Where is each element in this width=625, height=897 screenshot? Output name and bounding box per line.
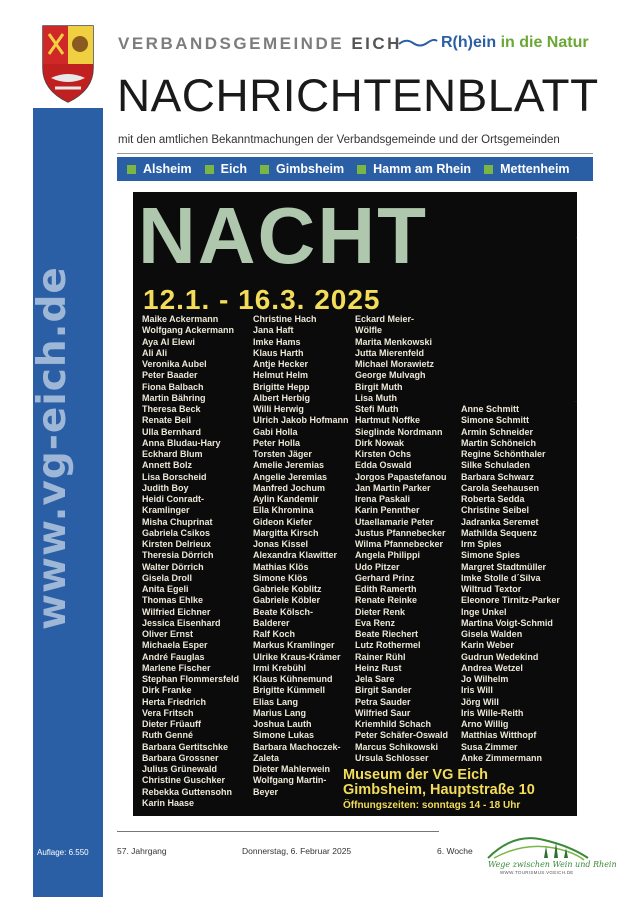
attendee-name: Karin Haase — [142, 797, 195, 808]
square-bullet-icon — [127, 165, 136, 174]
attendee-name: Karin Pennther — [355, 505, 420, 516]
attendee-name: Mathias Klös — [253, 561, 309, 572]
attendee-name: Dieter Renk — [355, 606, 406, 617]
attendee-name: Veronika Aubel — [142, 359, 207, 369]
attendee-name: Torsten Jäger — [253, 449, 312, 459]
event-poster — [133, 192, 577, 816]
attendee-name: Karin Weber — [461, 640, 514, 651]
attendee-name: Iris Wille-Reith — [461, 707, 524, 718]
attendee-name: George Mulvagh — [355, 370, 426, 381]
attendee-name: Gabriela Csikos — [142, 527, 211, 538]
attendee-name: Gideon Kiefer — [253, 516, 313, 527]
attendee-name: Irmi Krebühl — [253, 662, 307, 673]
attendee-name: Gudrun Wedekind — [461, 651, 539, 662]
attendee-name: Imke Stolle d´Silva — [461, 572, 541, 583]
attendee-name: Wolfgang Martin- — [253, 775, 327, 786]
attendee-name: Rebekka Guttensohn — [142, 786, 233, 797]
attendee-name: Fiona Balbach — [142, 381, 204, 392]
municipality-item — [484, 162, 569, 176]
square-bullet-icon — [484, 165, 493, 174]
attendee-name: Susa Zimmer — [461, 741, 518, 752]
attendee-name: Rainer Rühl — [355, 651, 406, 662]
slogan-rhein: R(h)ein — [441, 34, 497, 51]
attendee-name: Margitta Kirsch — [253, 527, 319, 538]
museum-hours: Öffnungszeiten: sonntags 14 - 18 Uhr — [343, 800, 521, 811]
tourism-slogan: Wege zwischen Wein und Rhein — [488, 860, 617, 869]
poster-title: NACHT — [138, 192, 428, 280]
attendee-name: Annett Bolz — [142, 460, 192, 471]
museum-name: Museum der VG Eich — [343, 767, 489, 783]
attendee-name: Jadranka Seremet — [461, 516, 539, 527]
attendee-name: Misha Chuprinat — [142, 516, 213, 527]
attendee-name: Christine Seibel — [461, 505, 530, 516]
attendee-name: Oliver Ernst — [142, 629, 194, 639]
attendee-name: Matthias Witthopf — [461, 730, 537, 741]
attendee-name: Elias Lang — [253, 696, 299, 707]
attendee-name: Iris Will — [461, 685, 493, 696]
attendee-name: Andrea Wetzel — [461, 662, 523, 673]
attendee-name: Peter Schäfer-Oswald — [355, 730, 449, 741]
attendee-name: Amelie Jeremias — [253, 460, 325, 471]
attendee-name: Silke Schuladen — [461, 460, 531, 471]
attendee-name: Birgit Sander — [355, 685, 412, 696]
attendee-name: Jorgos Papastefanou — [355, 471, 447, 482]
names-column-1 — [142, 314, 239, 809]
municipality-item — [260, 162, 344, 176]
attendee-name: Wölfle — [355, 325, 382, 336]
municipality-item — [205, 162, 247, 176]
org-title — [118, 34, 402, 54]
attendee-name: Carola Seehausen — [461, 482, 540, 493]
attendee-name: Balderer — [253, 617, 290, 628]
attendee-name: Anita Egeli — [142, 584, 189, 594]
municipality-label: Eich — [220, 162, 248, 176]
attendee-name: Anne Schmitt — [461, 404, 520, 414]
attendee-name: Gisela Droll — [142, 572, 193, 583]
volume-label: 57. Jahrgang — [117, 846, 167, 856]
attendee-name: Angela Philippi — [355, 550, 421, 561]
attendee-name: Inge Unkel — [461, 606, 507, 617]
attendee-name: Dirk Franke — [142, 685, 192, 696]
attendee-name: Petra Sauder — [355, 696, 411, 707]
attendee-name: Ali Ali — [142, 347, 168, 358]
attendee-name: Beate Kölsch- — [253, 606, 314, 617]
divider — [117, 153, 593, 154]
attendee-name: Gabriele Koblitz — [253, 584, 322, 594]
slogan-natur: in die Natur — [500, 34, 589, 51]
attendee-name: Dieter Mahlerwein — [253, 764, 331, 774]
attendee-name: Jan Martin Parker — [355, 482, 431, 493]
org-prefix: VERBANDSGEMEINDE — [118, 34, 345, 53]
attendee-name: Marita Menkowski — [355, 336, 433, 347]
attendee-name: Simone Spies — [461, 550, 521, 561]
attendee-name: Ursula Schlosser — [355, 752, 429, 763]
attendee-name: Stephan Flommersfeld — [142, 674, 240, 684]
attendee-name: Beyer — [253, 786, 279, 797]
attendee-name: Helmut Helm — [253, 370, 309, 381]
attendee-name: Eckhard Blum — [142, 449, 203, 459]
tourism-url[interactable]: WWW.TOURISMUS.VGEICH.DE — [500, 870, 574, 875]
attendee-name: Klaus Harth — [253, 347, 304, 358]
attendee-name: Vera Fritsch — [142, 707, 194, 718]
attendee-name: Ella Khromina — [253, 505, 314, 516]
attendee-name: Aylin Kandemir — [253, 494, 319, 504]
attendee-name: Antje Hecker — [253, 359, 309, 369]
attendee-name: Maike Ackermann — [142, 314, 219, 324]
attendee-name: Renate Beil — [142, 415, 192, 426]
attendee-name: Brigitte Kümmell — [253, 685, 326, 696]
attendee-name: Barbara Machoczek- — [253, 741, 341, 752]
coat-of-arms-icon — [33, 20, 103, 108]
attendee-name: Anna Bludau-Hary — [142, 437, 221, 448]
half-moon-icon — [451, 232, 577, 407]
attendee-name: Anke Zimmermann — [461, 752, 543, 763]
wave-icon — [398, 36, 438, 50]
attendee-name: Gisela Walden — [461, 629, 523, 639]
attendee-name: Wolfgang Ackermann — [142, 325, 235, 336]
attendee-name: Lisa Muth — [355, 392, 397, 403]
attendee-name: Birgit Muth — [355, 381, 403, 392]
attendee-name: Herta Friedrich — [142, 696, 207, 707]
attendee-name: Kriemhild Schach — [355, 719, 432, 729]
museum-info — [343, 768, 535, 811]
attendee-name: Albert Herbig — [253, 392, 311, 403]
attendee-name: Christine Guschker — [142, 775, 226, 786]
attendee-name: Lisa Borscheid — [142, 471, 207, 482]
attendee-name: Barbara Grossner — [142, 752, 219, 763]
attendee-name: Roberta Sedda — [461, 494, 525, 504]
masthead-title: NACHRICHTENBLATT — [117, 70, 599, 121]
municipality-label: Mettenheim — [500, 162, 570, 176]
attendee-name: Wilma Pfannebecker — [355, 539, 443, 549]
attendee-name: Jessica Eisenhard — [142, 617, 221, 628]
attendee-name: Markus Kramlinger — [253, 640, 335, 651]
attendee-name: Simone Lukas — [253, 730, 315, 741]
attendee-name: Wilfried Eichner — [142, 606, 211, 617]
attendee-name: Jela Sare — [355, 674, 395, 684]
attendee-name: Kirsten Delrieux — [142, 539, 212, 549]
attendee-name: Utaellamarie Peter — [355, 516, 434, 527]
attendee-name: Heinz Rust — [355, 662, 402, 673]
attendee-name: Edith Ramerth — [355, 584, 417, 594]
attendee-name: Sieglinde Nordmann — [355, 426, 443, 437]
attendee-name: Martin Bähring — [142, 392, 206, 403]
attendee-name: Gerhard Prinz — [355, 572, 415, 583]
slogan — [441, 34, 589, 52]
attendee-name: Marcus Schikowski — [355, 741, 439, 752]
attendee-name: Ulrike Kraus-Krämer — [253, 651, 341, 662]
attendee-name: Barbara Gertitschke — [142, 741, 229, 752]
attendee-name: Irm Spies — [461, 539, 502, 549]
attendee-name: Gabi Holla — [253, 426, 298, 437]
attendee-name: Arno Willig — [461, 719, 509, 729]
attendee-name: Simone Klös — [253, 572, 308, 583]
issue-date: Donnerstag, 6. Februar 2025 — [242, 846, 352, 856]
attendee-name: Willi Herwig — [253, 404, 304, 414]
attendee-name: Eleonore Tirnitz-Parker — [461, 595, 560, 606]
attendee-name: Klaus Kühnemund — [253, 674, 333, 684]
attendee-name: Aya Al Elewi — [142, 336, 195, 347]
week-label: 6. Woche — [437, 846, 473, 856]
attendee-name: Peter Baader — [142, 370, 198, 381]
attendee-name: Gabriele Köbler — [253, 595, 321, 606]
municipality-bar — [117, 157, 593, 181]
attendee-name: Julius Grünewald — [142, 764, 218, 774]
poster-dates: 12.1. - 16.3. 2025 — [143, 284, 381, 315]
square-bullet-icon — [260, 165, 269, 174]
attendee-name: Judith Boy — [142, 482, 189, 493]
attendee-name: Jonas Kissel — [253, 539, 309, 549]
attendee-name: Marius Lang — [253, 707, 307, 718]
attendee-name: Zaleta — [253, 752, 280, 763]
attendee-name: Heidi Conradt- — [142, 494, 204, 504]
names-column-4 — [461, 404, 560, 764]
attendee-name: Ralf Koch — [253, 629, 296, 639]
attendee-name: Beate Riechert — [355, 629, 419, 639]
org-name: EICH — [351, 34, 402, 53]
square-bullet-icon — [205, 165, 214, 174]
attendee-name: Udo Pitzer — [355, 561, 400, 572]
attendee-name: Mathilda Sequenz — [461, 527, 538, 538]
attendee-name: Brigitte Hepp — [253, 381, 310, 392]
attendee-name: Irena Paskali — [355, 494, 411, 504]
municipality-item — [127, 162, 192, 176]
attendee-name: Jo Wilhelm — [461, 674, 509, 684]
attendee-name: Dieter Früauff — [142, 719, 202, 729]
attendee-name: Wiltrud Textor — [461, 584, 522, 594]
municipality-label: Alsheim — [143, 162, 192, 176]
attendee-name: Christine Hach — [253, 314, 317, 324]
attendee-name: Marlene Fischer — [142, 662, 211, 673]
attendee-name: Manfred Jochum — [253, 482, 326, 493]
masthead-subtitle: mit den amtlichen Bekanntmachungen der Verbandsgemeinde und der Ortsgemeinden — [118, 134, 560, 146]
attendee-name: Michaela Esper — [142, 640, 208, 651]
attendee-name: Imke Hams — [253, 336, 301, 347]
attendee-name: Armin Schneider — [461, 426, 534, 437]
square-bullet-icon — [357, 165, 366, 174]
attendee-name: Barbara Schwarz — [461, 471, 535, 482]
attendee-name: Margret Stadtmüller — [461, 561, 547, 572]
attendee-name: Thomas Ehlke — [142, 595, 204, 606]
attendee-name: Martina Voigt-Schmid — [461, 617, 553, 628]
names-column-2 — [253, 314, 349, 798]
attendee-name: Eckard Meier- — [355, 314, 415, 324]
attendee-name: Justus Pfannebecker — [355, 527, 446, 538]
attendee-name: Alexandra Klawitter — [253, 550, 338, 561]
attendee-name: Theresia Dörrich — [142, 550, 214, 561]
attendee-name: Ulrich Jakob Hofmann — [253, 415, 349, 426]
attendee-name: Martin Schöneich — [461, 437, 537, 448]
website-url[interactable]: www.vg-eich.de — [30, 266, 75, 630]
attendee-name: Ruth Genné — [142, 730, 193, 741]
attendee-name: Walter Dörrich — [142, 561, 204, 572]
attendee-name: Ulla Bernhard — [142, 426, 202, 437]
attendee-name: Michael Morawietz — [355, 359, 435, 369]
attendee-name: André Fauglas — [142, 651, 205, 662]
attendee-name: Jana Haft — [253, 325, 294, 336]
attendee-name: Jutta Mierenfeld — [355, 347, 425, 358]
attendee-name: Dirk Nowak — [355, 437, 405, 448]
attendee-name: Kramlinger — [142, 505, 190, 516]
attendee-name: Simone Schmitt — [461, 415, 530, 426]
attendee-name: Renate Reinke — [355, 595, 418, 606]
attendee-name: Hartmut Noffke — [355, 415, 421, 426]
attendee-name: Stefi Muth — [355, 404, 399, 414]
names-column-3 — [355, 314, 448, 764]
municipality-label: Hamm am Rhein — [373, 162, 472, 176]
attendee-name: Peter Holla — [253, 437, 301, 448]
attendee-name: Edda Oswald — [355, 460, 412, 471]
attendee-name: Theresa Beck — [142, 404, 201, 414]
attendee-name: Jörg Will — [461, 696, 499, 707]
municipality-item — [357, 162, 471, 176]
museum-address: Gimbsheim, Hauptstraße 10 — [343, 782, 535, 798]
attendee-name: Kirsten Ochs — [355, 449, 412, 459]
municipality-label: Gimbsheim — [276, 162, 345, 176]
attendee-name: Lutz Rothermel — [355, 640, 421, 651]
attendee-name: Wilfried Saur — [355, 707, 411, 718]
attendee-name: Angelie Jeremias — [253, 471, 328, 482]
attendee-name: Regine Schönthaler — [461, 449, 546, 459]
circulation-label: Auflage: 6.550 — [37, 848, 89, 857]
attendee-name: Eva Renz — [355, 617, 396, 628]
attendee-name: Joshua Lauth — [253, 719, 312, 729]
footer-divider — [117, 831, 439, 832]
